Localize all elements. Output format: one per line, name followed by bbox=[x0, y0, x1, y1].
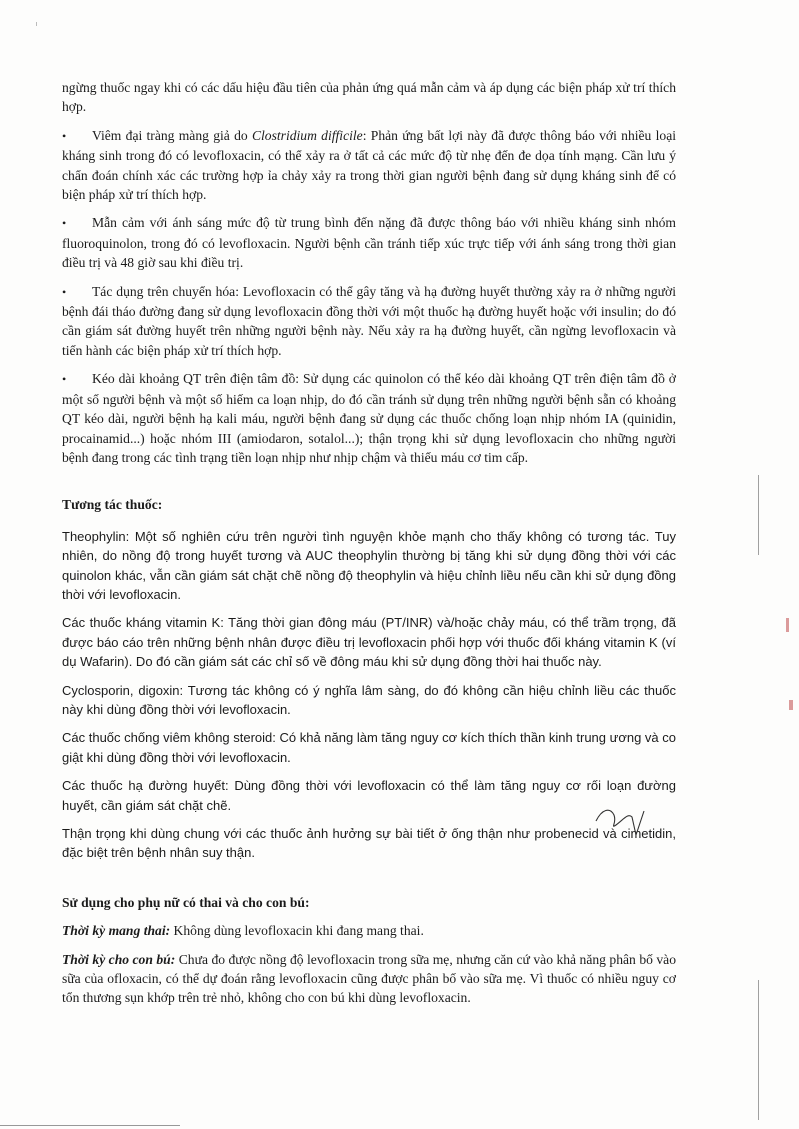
bullet-icon: • bbox=[62, 216, 67, 231]
bullet-item-colitis bbox=[62, 126, 676, 205]
bullet-icon: • bbox=[62, 372, 67, 387]
interaction-hypoglycemic: Các thuốc hạ đường huyết: Dùng đồng thời với levofloxacin có thể làm tăng nguy cơ rối loạn đường huyết, cần giám sát chặt chẽ. bbox=[62, 778, 676, 813]
bullet-icon: • bbox=[62, 284, 67, 299]
bullet-text: Kéo dài khoảng QT trên điện tâm đồ: Sử dụng các quinolon có thể kéo dài khoảng QT trên điện tâm đồ ở một số người bệnh và một số hiếm ca loạn nhịp, do đó cần tránh sử dụng trên những người bệnh sẵn có khoảng QT kéo dài, người bệnh hạ kali máu, người bệnh đang sử dụng các thuốc chống loạn nhịp nhóm IA (quinidin, procainamid...) hoặc nhóm III (amiodaron, sotalol...); thận trọng khi sử dụng levofloxacin cho những người bệnh đang trong các tình trạng tiền loạn nhịp như nhịp chậm và thiếu máu cơ tim cấp. bbox=[62, 371, 676, 465]
interaction-vitamin-k: Các thuốc kháng vitamin K: Tăng thời gian đông máu (PT/INR) và/hoặc chảy máu, có thể trầm trọng, đã được báo cáo trên những bệnh nhân được điều trị levofloxacin phối hợp với thuốc đối kháng vitamin K (ví dụ Wafarin). Do đó cần giám sát các chỉ số về đông máu khi sử dụng đồng thời hai thuốc này. bbox=[62, 615, 676, 670]
bullet-text: Mẫn cảm với ánh sáng mức độ từ trung bình đến nặng đã được thông báo với nhiều kháng sinh nhóm fluoroquinolon, trong đó có levofloxacin. Người bệnh cần tránh tiếp xúc trực tiếp với ánh sáng trong thời gian điều trị và 48 giờ sau khi điều trị. bbox=[62, 215, 676, 271]
bullet-icon: • bbox=[62, 128, 67, 143]
scan-edge-line bbox=[758, 980, 759, 1120]
bullet-text: Tác dụng trên chuyển hóa: Levofloxacin có thể gây tăng và hạ đường huyết thường xảy ra ở những người bệnh đái tháo đường đang sử dụng levofloxacin đồng thời với một thuốc hạ đường huyết hoặc với insulin; do đó cần giám sát đường huyết trên những người bệnh này. Nếu xảy ra hạ đường huyết, cần ngừng levofloxacin và tiến hành các biện pháp xử trí thích hợp. bbox=[62, 283, 676, 358]
document-body bbox=[62, 78, 676, 1017]
interactions-heading: Tương tác thuốc: bbox=[62, 497, 163, 513]
bullet-prefix: Viêm đại tràng màng giả do bbox=[92, 127, 252, 143]
bullet-item-metabolism bbox=[62, 282, 676, 361]
pregnancy-text: Không dùng levofloxacin khi đang mang thai. bbox=[170, 923, 424, 939]
interaction-renal: Thận trọng khi dùng chung với các thuốc ảnh hưởng sự bài tiết ở ống thận như probenecid và cimetidin, đặc biệt trên bệnh nhân suy thận. bbox=[62, 826, 676, 861]
scan-artifact bbox=[36, 22, 37, 26]
bullet-text: : Phản ứng bất lợi này đã được thông báo với nhiều loại kháng sinh trong đó có levofloxacin, có thể xảy ra ở tất cả các mức độ từ nhẹ đến đe dọa tính mạng. Cần lưu ý chẩn đoán chính xác các trường hợp ỉa chảy xảy ra trong thời gian người bệnh đang sử dụng kháng sinh để có biện pháp xử trí thích hợp. bbox=[62, 127, 677, 203]
scan-edge-mark bbox=[786, 618, 789, 632]
interaction-cyclosporin: Cyclosporin, digoxin: Tương tác không có ý nghĩa lâm sàng, do đó không cần hiệu chỉnh liều các thuốc này khi dùng đồng thời với levofloxacin. bbox=[62, 682, 676, 717]
pregnancy-label: Thời kỳ mang thai: bbox=[62, 923, 171, 939]
lactation-label: Thời kỳ cho con bú: bbox=[62, 951, 176, 967]
scan-edge-line bbox=[758, 475, 759, 555]
interaction-theophylin: Theophylin: Một số nghiên cứu trên người tình nguyện khỏe mạnh cho thấy không có tương tác. Tuy nhiên, do nồng độ trong huyết tương và AUC theophylin thường bị tăng khi sử dụng đồng thời với các quinolon khác, vẫn cần giám sát chặt chẽ nồng độ theophylin và hiệu chỉnh liều nếu cần khi sử dụng đồng thời với levofloxacin. bbox=[62, 528, 676, 602]
signature-mark bbox=[592, 803, 652, 839]
organism-name: Clostridium difficile bbox=[251, 127, 363, 143]
pregnancy-paragraph bbox=[62, 921, 676, 940]
lactation-text: Chưa đo được nồng độ levofloxacin trong sữa mẹ, nhưng căn cứ vào khả năng phân bố vào sữa của ofloxacin, có thể dự đoán rằng levofloxacin cũng được phân bố vào sữa mẹ. Vì thuốc có nhiều nguy cơ tổn thương sụn khớp trên trẻ nhỏ, không cho con bú khi dùng levofloxacin. bbox=[62, 951, 676, 1006]
bullet-item-qt-prolongation bbox=[62, 369, 676, 467]
pregnancy-heading: Sử dụng cho phụ nữ có thai và cho con bú: bbox=[62, 894, 310, 910]
scan-bottom-rule bbox=[0, 1125, 180, 1126]
lactation-paragraph bbox=[62, 950, 676, 1008]
bullet-item-photosensitivity bbox=[62, 213, 676, 272]
intro-paragraph: ngừng thuốc ngay khi có các dấu hiệu đầu tiên của phản ứng quá mẫn cảm và áp dụng các biện pháp xử trí thích hợp. bbox=[62, 80, 676, 115]
interaction-nsaid: Các thuốc chống viêm không steroid: Có khả năng làm tăng nguy cơ kích thích thần kinh trung ương và co giật khi dùng đồng thời với levofloxacin. bbox=[62, 730, 676, 765]
scan-edge-mark bbox=[789, 700, 793, 710]
